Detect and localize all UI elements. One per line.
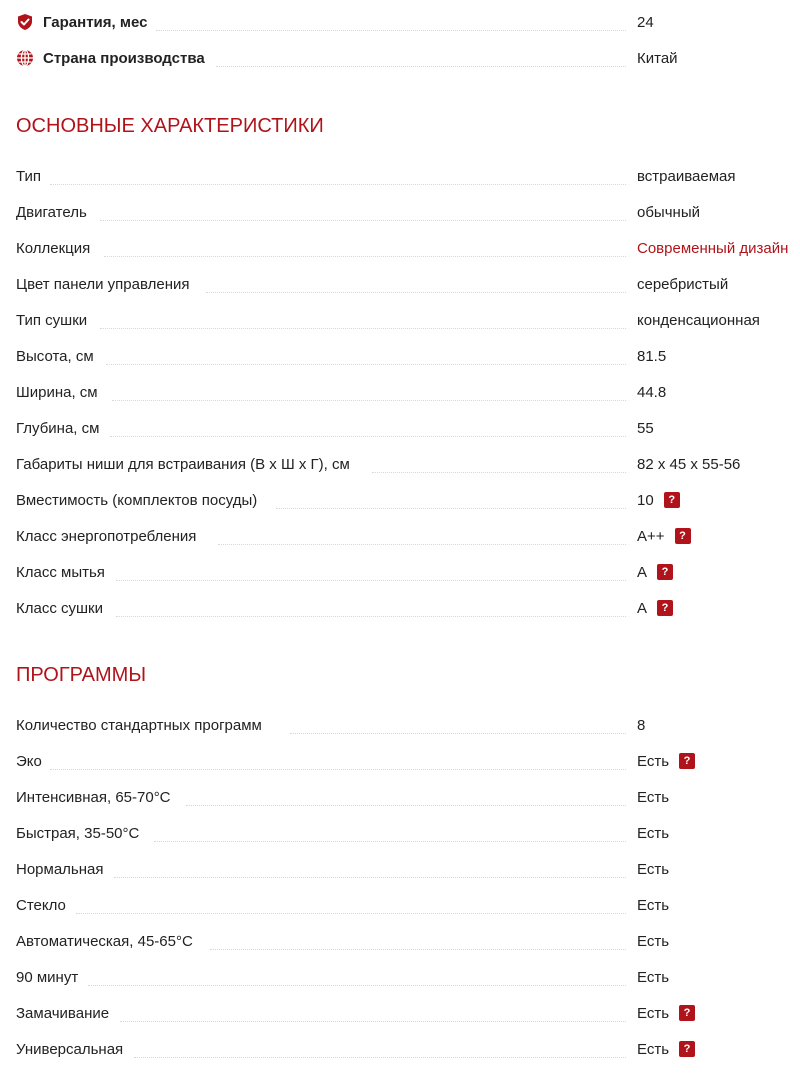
spec-label: Быстрая, 35-50°C bbox=[16, 824, 140, 842]
spec-row bbox=[16, 1031, 800, 1067]
dotted-leader bbox=[106, 364, 626, 365]
spec-row bbox=[16, 410, 800, 446]
dotted-leader bbox=[216, 66, 626, 67]
spec-row bbox=[16, 194, 800, 230]
spec-label: Класс мытья bbox=[16, 563, 105, 581]
spec-value: Есть bbox=[637, 932, 670, 950]
spec-row bbox=[16, 446, 800, 482]
spec-row bbox=[16, 959, 800, 995]
spec-label: Замачивание bbox=[16, 1004, 110, 1022]
spec-label: Тип bbox=[16, 167, 42, 185]
spec-row bbox=[16, 554, 800, 590]
spec-value: Есть bbox=[637, 788, 670, 806]
dotted-leader bbox=[110, 436, 626, 437]
dotted-leader bbox=[88, 985, 626, 986]
spec-value: 10 ? bbox=[637, 482, 680, 518]
spec-row bbox=[16, 743, 800, 779]
spec-value: Есть ? bbox=[637, 1031, 695, 1067]
spec-label: Класс энергопотребления bbox=[16, 527, 197, 545]
help-icon[interactable]: ? bbox=[675, 528, 691, 544]
dotted-leader bbox=[120, 1021, 626, 1022]
dotted-leader bbox=[186, 805, 626, 806]
dotted-leader bbox=[372, 472, 626, 473]
collection-link[interactable]: Современный дизайн bbox=[637, 239, 789, 257]
dotted-leader bbox=[76, 913, 626, 914]
spec-label: Стекло bbox=[16, 896, 66, 914]
spec-value: серебристый bbox=[637, 275, 729, 293]
spec-label: Цвет панели управления bbox=[16, 275, 190, 293]
spec-row bbox=[16, 707, 800, 743]
spec-value: Есть bbox=[637, 860, 670, 878]
spec-row bbox=[16, 374, 800, 410]
spec-label: Эко bbox=[16, 752, 42, 770]
dotted-leader bbox=[210, 949, 626, 950]
section-title-main: ОСНОВНЫЕ ХАРАКТЕРИСТИКИ bbox=[16, 115, 324, 137]
spec-label: Вместимость (комплектов посуды) bbox=[16, 491, 258, 509]
spec-row bbox=[16, 482, 800, 518]
spec-row-country bbox=[16, 40, 800, 76]
spec-value: Есть bbox=[637, 896, 670, 914]
spec-row-warranty bbox=[16, 4, 800, 40]
dotted-leader bbox=[112, 400, 626, 401]
spec-value: встраиваемая bbox=[637, 167, 736, 185]
spec-label: Класс сушки bbox=[16, 599, 103, 617]
dotted-leader bbox=[116, 616, 626, 617]
help-icon[interactable]: ? bbox=[679, 1041, 695, 1057]
spec-value: Есть ? bbox=[637, 743, 695, 779]
spec-label: Двигатель bbox=[16, 203, 87, 221]
dotted-leader bbox=[116, 580, 626, 581]
spec-value: 8 bbox=[637, 716, 646, 734]
dotted-leader bbox=[218, 544, 626, 545]
dotted-leader bbox=[134, 1057, 626, 1058]
help-icon[interactable]: ? bbox=[664, 492, 680, 508]
spec-row bbox=[16, 338, 800, 374]
globe-icon bbox=[16, 49, 34, 67]
spec-value: Есть bbox=[637, 824, 670, 842]
dotted-leader bbox=[50, 769, 626, 770]
spec-label: Высота, см bbox=[16, 347, 94, 365]
help-icon[interactable]: ? bbox=[679, 753, 695, 769]
spec-label: Гарантия, мес bbox=[16, 13, 151, 31]
dotted-leader bbox=[206, 292, 626, 293]
spec-label: Универсальная bbox=[16, 1040, 124, 1058]
dotted-leader bbox=[100, 220, 626, 221]
shield-check-icon bbox=[16, 13, 34, 31]
spec-row bbox=[16, 590, 800, 626]
section-title-programs: ПРОГРАММЫ bbox=[16, 664, 147, 686]
spec-row bbox=[16, 158, 800, 194]
spec-row bbox=[16, 230, 800, 266]
help-icon[interactable]: ? bbox=[657, 564, 673, 580]
spec-row bbox=[16, 815, 800, 851]
spec-value: 55 bbox=[637, 419, 654, 437]
spec-row bbox=[16, 266, 800, 302]
spec-value: конденсационная bbox=[637, 311, 760, 329]
help-icon[interactable]: ? bbox=[679, 1005, 695, 1021]
spec-label: Коллекция bbox=[16, 239, 91, 257]
dotted-leader bbox=[276, 508, 626, 509]
spec-value: 44.8 bbox=[637, 383, 667, 401]
spec-value: 81.5 bbox=[637, 347, 667, 365]
spec-value: 24 bbox=[637, 13, 654, 31]
spec-label: Количество стандартных программ bbox=[16, 716, 262, 734]
spec-value: обычный bbox=[637, 203, 700, 221]
spec-label: Глубина, см bbox=[16, 419, 100, 437]
spec-label: Автоматическая, 45-65°C bbox=[16, 932, 193, 950]
dotted-leader bbox=[154, 841, 626, 842]
spec-label: Ширина, см bbox=[16, 383, 98, 401]
spec-row bbox=[16, 995, 800, 1031]
spec-label: Страна производства bbox=[16, 49, 209, 67]
spec-row bbox=[16, 779, 800, 815]
spec-value: A ? bbox=[637, 590, 673, 626]
dotted-leader bbox=[104, 256, 626, 257]
spec-row bbox=[16, 887, 800, 923]
spec-value: A++ ? bbox=[637, 518, 691, 554]
spec-value: Есть bbox=[637, 968, 670, 986]
dotted-leader bbox=[114, 877, 626, 878]
spec-label: Нормальная bbox=[16, 860, 104, 878]
spec-row bbox=[16, 923, 800, 959]
dotted-leader bbox=[290, 733, 626, 734]
spec-value: Есть ? bbox=[637, 995, 695, 1031]
spec-value: Китай bbox=[637, 49, 678, 67]
dotted-leader bbox=[156, 30, 626, 31]
spec-label: Габариты ниши для встраивания (В х Ш х Г), см bbox=[16, 455, 350, 473]
spec-value: 82 х 45 х 55-56 bbox=[637, 455, 741, 473]
help-icon[interactable]: ? bbox=[657, 600, 673, 616]
spec-label: Тип сушки bbox=[16, 311, 88, 329]
dotted-leader bbox=[50, 184, 626, 185]
spec-label: 90 минут bbox=[16, 968, 79, 986]
dotted-leader bbox=[100, 328, 626, 329]
spec-label: Интенсивная, 65-70°C bbox=[16, 788, 171, 806]
spec-row bbox=[16, 518, 800, 554]
spec-row bbox=[16, 302, 800, 338]
spec-value: A ? bbox=[637, 554, 673, 590]
spec-row bbox=[16, 851, 800, 887]
